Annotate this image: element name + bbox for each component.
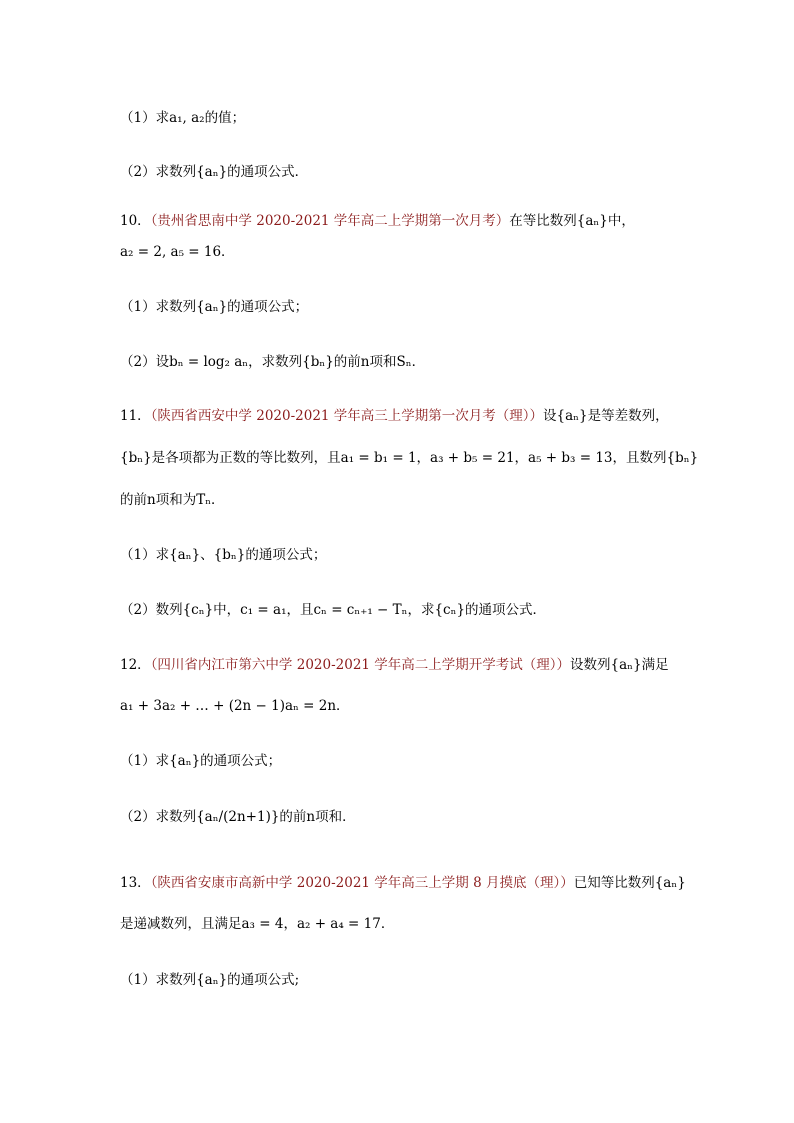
text-run: （2）设bₙ = log₂ aₙ，求数列{bₙ}的前n项和Sₙ． (120, 354, 426, 370)
question-number: 11． (120, 408, 151, 424)
text-line (120, 448, 698, 468)
text-line (120, 297, 308, 317)
question-header (120, 873, 686, 893)
text-run: 已知等比数列{aₙ} (573, 875, 686, 891)
question-number: 13． (120, 875, 151, 891)
text-line (120, 914, 394, 934)
text-line (120, 490, 225, 510)
text-line (120, 242, 235, 262)
question-header (120, 406, 669, 426)
question-header (120, 655, 669, 675)
source-citation: （陕西省安康市高新中学 2020-2021 学年高三上学期 8 月摸底（理）） (150, 875, 574, 891)
text-run: 是递减数列，且满足a₃ = 4，a₂ + a₄ = 17． (120, 916, 395, 932)
source-citation: （陕西省西安中学 2020-2021 学年高三上学期第一次月考（理）） (150, 408, 544, 424)
text-run: （1）求{aₙ}、{bₙ}的通项公式； (120, 547, 327, 563)
text-line (120, 545, 326, 565)
text-run: 的前n项和为Tₙ． (120, 492, 225, 508)
text-run: 在等比数列{aₙ}中， (509, 213, 635, 229)
text-line (120, 108, 245, 128)
text-line (120, 162, 308, 182)
text-run: （1）求数列{aₙ}的通项公式； (120, 299, 309, 315)
source-citation: （四川省内江市第六中学 2020-2021 学年高二上学期开学考试（理）） (150, 657, 571, 673)
text-run: {bₙ}是各项都为正数的等比数列，且a₁ = b₁ = 1，a₃ + b₅ = 21，a₅ + b₃ = 13，且数列{bₙ} (120, 450, 699, 466)
text-run: a₂ = 2, a₅ = 16． (120, 244, 235, 260)
text-line (120, 352, 425, 372)
text-line (120, 751, 281, 771)
source-citation: （贵州省思南中学 2020-2021 学年高二上学期第一次月考） (150, 213, 510, 229)
question-header (120, 211, 635, 231)
text-run: 设{aₙ}是等差数列， (543, 408, 669, 424)
text-run: a₁ + 3a₂ + … + (2n − 1)aₙ = 2n． (120, 698, 350, 714)
text-run: （2）求数列{aₙ}的通项公式． (120, 164, 309, 180)
text-run: （2）数列{cₙ}中，c₁ = a₁，且cₙ = cₙ₊₁ − Tₙ，求{cₙ}的通项公式． (120, 602, 547, 618)
text-run: （2）求数列{aₙ/(2n+1)}的前n项和． (120, 809, 356, 825)
text-run: 设数列{aₙ}满足 (570, 657, 669, 673)
text-line (120, 970, 299, 990)
question-number: 12． (120, 657, 151, 673)
text-run: （1）求{aₙ}的通项公式； (120, 753, 282, 769)
text-line (120, 807, 356, 827)
text-line (120, 600, 546, 620)
text-run: （1）求a₁, a₂的值； (120, 110, 246, 126)
text-line (120, 696, 350, 716)
question-number: 10． (120, 213, 151, 229)
text-run: （1）求数列{aₙ}的通项公式; (120, 972, 300, 988)
